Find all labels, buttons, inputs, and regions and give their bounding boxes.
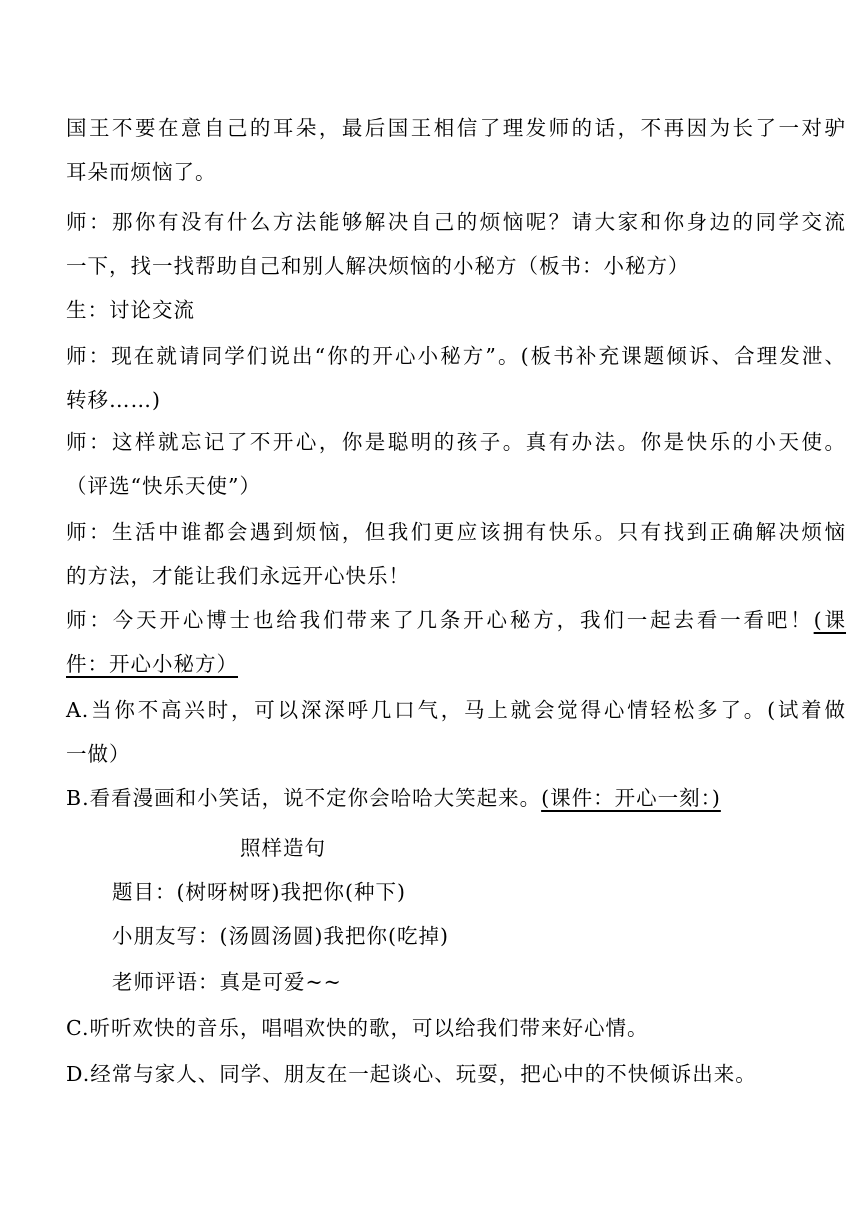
paragraph-line: （评选“快乐天使”） [66, 474, 261, 498]
paragraph-line: 的方法，才能让我们永远开心快乐！ [66, 564, 410, 588]
paragraph-line: 生：讨论交流 [66, 298, 195, 322]
paragraph-line: 师：现在就请同学们说出“你的开心小秘方”。(板书补充课题倾诉、合理发泄、 [66, 344, 846, 368]
section-title: 照样造句 [240, 836, 326, 860]
paragraph-line: 转移……) [66, 388, 161, 412]
paragraph-text: B.看看漫画和小笑话，说不定你会哈哈大笑起来。 [66, 786, 542, 810]
paragraph-line: 师：生活中谁都会遇到烦恼，但我们更应该拥有快乐。只有找到正确解决烦恼 [66, 520, 846, 544]
paragraph-line: 师：这样就忘记了不开心，你是聪明的孩子。真有办法。你是快乐的小天使。 [66, 430, 846, 454]
paragraph-line [66, 642, 846, 686]
courseware-note: (课件：开心一刻：) [541, 786, 721, 810]
paragraph-line: 一下，找一找帮助自己和别人解决烦恼的小秘方（板书：小秘方） [66, 254, 690, 278]
paragraph-line: D.经常与家人、同学、朋友在一起谈心、玩耍，把心中的不快倾诉出来。 [66, 1062, 757, 1086]
example-line: 题目：(树呀树呀)我把你(种下) [112, 880, 406, 904]
paragraph-line [66, 598, 846, 642]
courseware-note: (课 [813, 608, 847, 632]
paragraph-text: 师：今天开心博士也给我们带来了几条开心秘方，我们一起去看一看吧！ [66, 608, 814, 632]
paragraph-line: 师：那你有没有什么方法能够解决自己的烦恼呢？请大家和你身边的同学交流 [66, 210, 846, 234]
paragraph-line [66, 776, 846, 820]
courseware-note: 件：开心小秘方） [66, 652, 238, 676]
paragraph-line: 国王不要在意自己的耳朵，最后国王相信了理发师的话，不再因为长了一对驴 [66, 116, 846, 140]
paragraph-line: 一做） [66, 742, 131, 766]
example-line: 老师评语：真是可爱~~ [112, 970, 342, 994]
example-line: 小朋友写：(汤圆汤圆)我把你(吃掉) [112, 924, 449, 948]
paragraph-line: A.当你不高兴时，可以深深呼几口气，马上就会觉得心情轻松多了。(试着做 [66, 698, 846, 722]
paragraph-line: C.听听欢快的音乐，唱唱欢快的歌，可以给我们带来好心情。 [66, 1016, 649, 1040]
paragraph-line: 耳朵而烦恼了。 [66, 160, 217, 184]
